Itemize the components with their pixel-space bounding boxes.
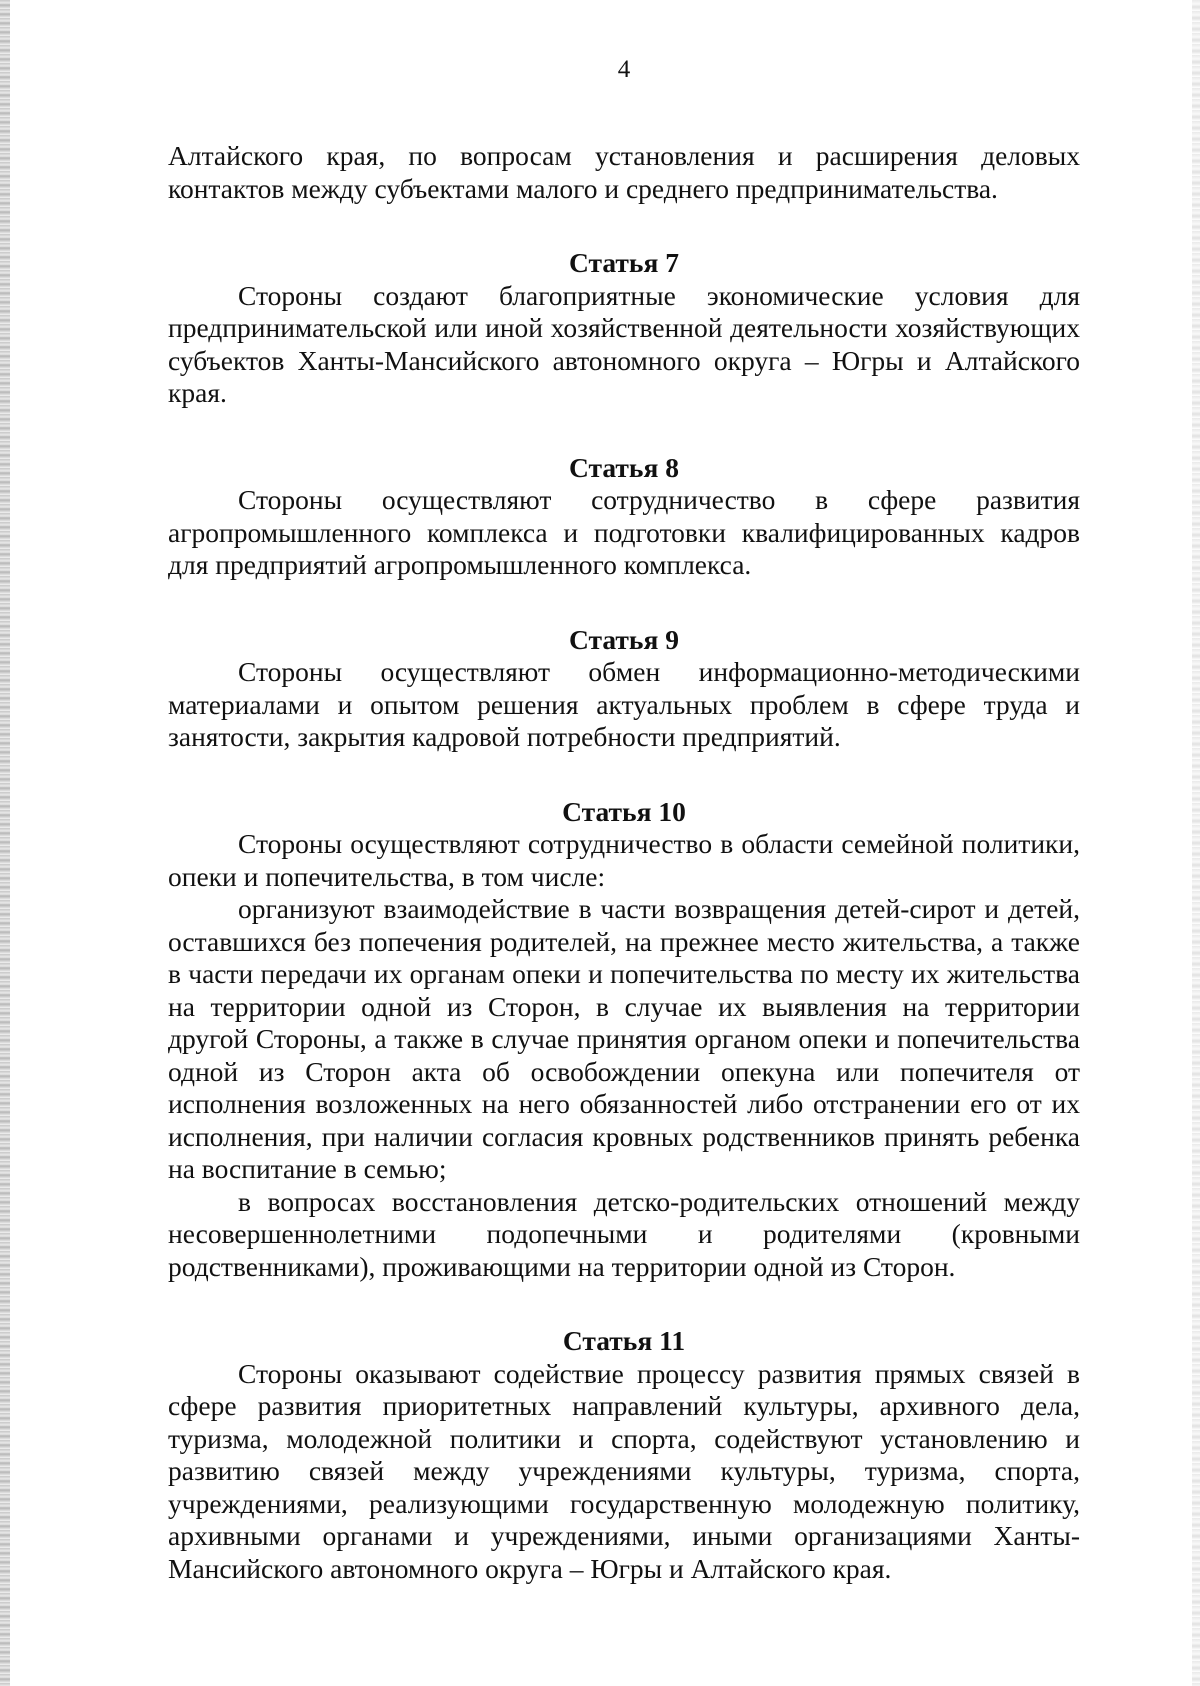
article-9-title: Статья 9 xyxy=(569,623,679,655)
article-10-paragraph-1: Стороны осуществляют сотрудничество в области семейной политики, опеки и попечительства, в том числе: xyxy=(168,828,1080,892)
article-7-title: Статья 7 xyxy=(569,247,679,278)
page-number: 4 xyxy=(617,56,631,83)
article-8-paragraph: Стороны осуществляют сотрудничество в сфере развития агропромышленного комплекса и подготовки квалифицированных кадров для предприятий агропромышленного комплекса. xyxy=(168,484,1080,580)
intro-paragraph: Алтайского края, по вопросам установления и расширения деловых контактов между субъектами малого и среднего предпринимательства. xyxy=(168,140,1080,204)
article-9-paragraph: Стороны осуществляют обмен информационно-методическими материалами и опытом решения актуальных проблем в сфере труда и занятости, закрытия кадровой потребности предприятий. xyxy=(168,656,1080,752)
article-8-title: Статья 8 xyxy=(569,451,679,483)
article-10-paragraph-3: в вопросах восстановления детско-родительских отношений между несовершеннолетними подопечными и родителями (кровными родственниками), проживающими на территории одной из Сторон. xyxy=(168,1185,1080,1282)
article-10-title: Статья 10 xyxy=(562,795,686,827)
article-11-paragraph: Стороны оказывают содействие процессу развития прямых связей в сфере развития приоритетных направлений культуры, архивного дела, туризма, молодежной политики и спорта, содействуют установлению и развитию связей между учреждениями культуры, туризма, спорта, учреждениями, реализующими государственную молодежную политику, архивными органами и учреждениями, иными организациями Ханты-Мансийского автономного округа – Югры и Алтайского края. xyxy=(168,1357,1080,1584)
article-10-paragraph-2: организуют взаимодействие в части возвращения детей-сирот и детей, оставшихся без попечения родителей, на прежнее место жительства, а также в части передачи их органам опеки и попечительства по месту их жительства на территории одной из Сторон, в случае их выявления на территории другой Стороны, а также в случае принятия органом опеки и попечительства одной из Сторон акта об освобождении опекуна или попечителя от исполнения возложенных на него обязанностей либо отстранении его от их исполнения, при наличии согласия кровных родственников принять ребенка на воспитание в семью; xyxy=(168,893,1080,1184)
scan-edge-right xyxy=(1192,0,1200,1686)
document-body xyxy=(168,140,1080,1585)
scan-edge-left xyxy=(0,0,10,1686)
article-11-title: Статья 11 xyxy=(562,1325,686,1356)
article-7-paragraph: Стороны создают благоприятные экономические условия для предпринимательской или иной хозяйственной деятельности хозяйствующих субъектов Ханты-Мансийского автономного округа – Югры и Алтайского края. xyxy=(168,279,1080,408)
